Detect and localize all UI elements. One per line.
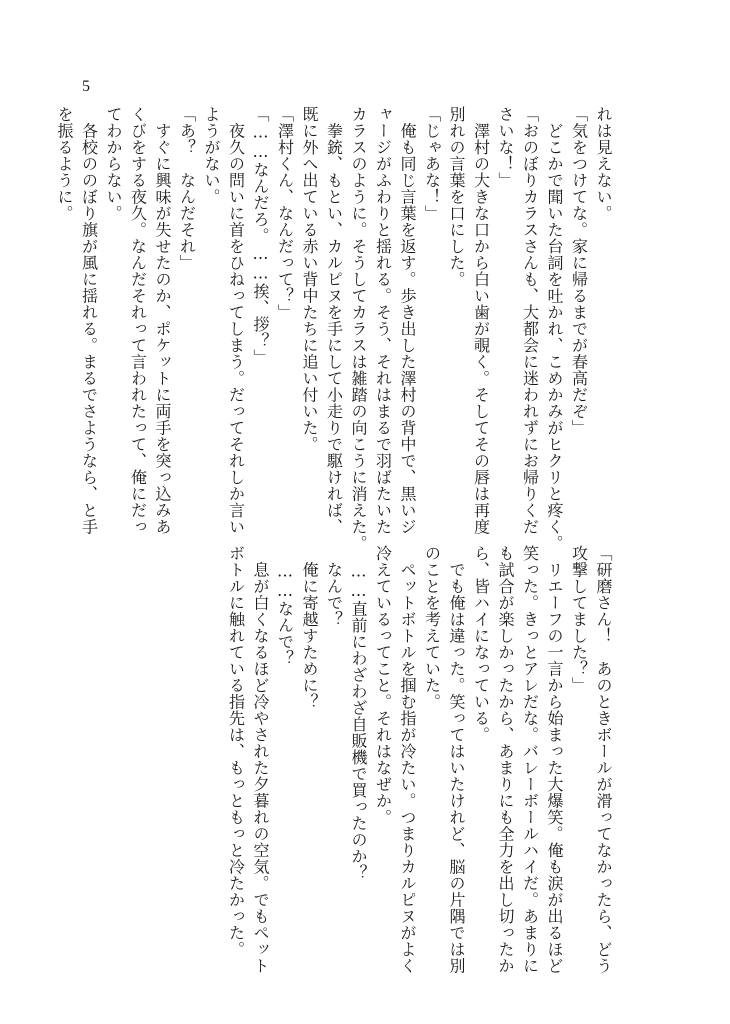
text-line: 「気をつけてな。家に帰るまでが春高だぞ」	[569, 106, 589, 436]
text-line: ペットボトルを掴む指が冷たい。つまりカルピヌがよく	[398, 545, 417, 974]
text-line: 「おのぼりカラスさんも、大都会に迷われずにお帰りくだ	[520, 106, 540, 535]
text-line: 澤村の大きな口から白い歯が覗く。そしてその唇は再度	[471, 106, 491, 535]
text-line: でも俺は違った。笑ってはいたけれど、脳の片隅では別	[447, 545, 466, 974]
text-line: れは見えない。	[594, 106, 613, 222]
text-line: なんで？	[324, 545, 344, 628]
text-line: ボトルに触れている指先は、もっともっと冷たかった。	[226, 545, 246, 958]
text-line: 「……なんだろ。……挨、拶？」	[251, 106, 270, 366]
text-line: 別れの言葉を口にした。	[447, 106, 466, 288]
text-line: ……直前にわざわざ自販機で買ったのか？	[349, 545, 368, 881]
text-line: 俺に寄越すために？	[300, 545, 319, 710]
text-line: 冷えているってこと。それはなぜか。	[373, 545, 393, 826]
text-line: さいな！」	[496, 106, 515, 189]
text-line: ャージがふわりと揺れる。そう、それはまるで羽ばたいた	[373, 106, 393, 535]
text-line: 拳銃、もとい、カルピヌを手にして小走りで駆ければ、	[324, 106, 344, 535]
text-line: のことを考えていた。	[422, 545, 442, 710]
text-line: 「研磨さん！ あのときボールが滑ってなかったら、どう	[594, 545, 613, 974]
text-line: 攻撃してました？」	[569, 545, 589, 694]
page-number: 5	[82, 78, 90, 95]
text-line: すぐに興味が失せたのか、ポケットに両手を突っ込みあ	[153, 106, 172, 535]
text-line: 笑った。きっとアレだな。バレーボールハイだ。あまりに	[520, 545, 540, 974]
text-line: ら、皆ハイになっている。	[471, 545, 491, 743]
text-line: カラスのように。そうしてカラスは雑踏の向こうに消えた。	[349, 106, 368, 552]
text-line: 息が白くなるほど冷やされた夕暮れの空気。でもペット	[251, 545, 270, 974]
text-line: くびをする夜久。なんだそれって言われたって、俺にだっ	[128, 106, 148, 535]
text-line: 各校ののぼり旗が風に揺れる。まるでさようなら、と手	[79, 106, 99, 535]
text-line: ようがない。	[202, 106, 221, 205]
text-line: 「あ？ なんだそれ」	[177, 106, 197, 271]
text-block-bottom	[226, 545, 615, 974]
text-line: どこかで聞いた台詞を吐かれ、こめかみがヒクリと疼く。	[545, 106, 564, 552]
text-line: 夜久の問いに首をひねってしまう。だってそれしか言い	[226, 106, 246, 535]
text-line: も試合が楽しかったから、あまりにも全力を出し切ったか	[496, 545, 515, 974]
text-line: 俺も同じ言葉を返す。歩き出した澤村の背中で、黒いジ	[398, 106, 417, 535]
text-line: リエーフの一言から始まった大爆笑。俺も涙が出るほど	[545, 545, 564, 974]
text-line: 既に外へ出ている赤い背中たちに追い付いた。	[300, 106, 319, 453]
text-line: 「澤村くん、なんだって？」	[275, 106, 295, 321]
text-block-top	[55, 106, 615, 552]
text-line: を振るように。	[55, 106, 74, 222]
text-line: 「じゃあな！」	[422, 106, 442, 222]
text-line: ……なんで？	[275, 545, 295, 667]
text-line: てわからない。	[104, 106, 123, 222]
